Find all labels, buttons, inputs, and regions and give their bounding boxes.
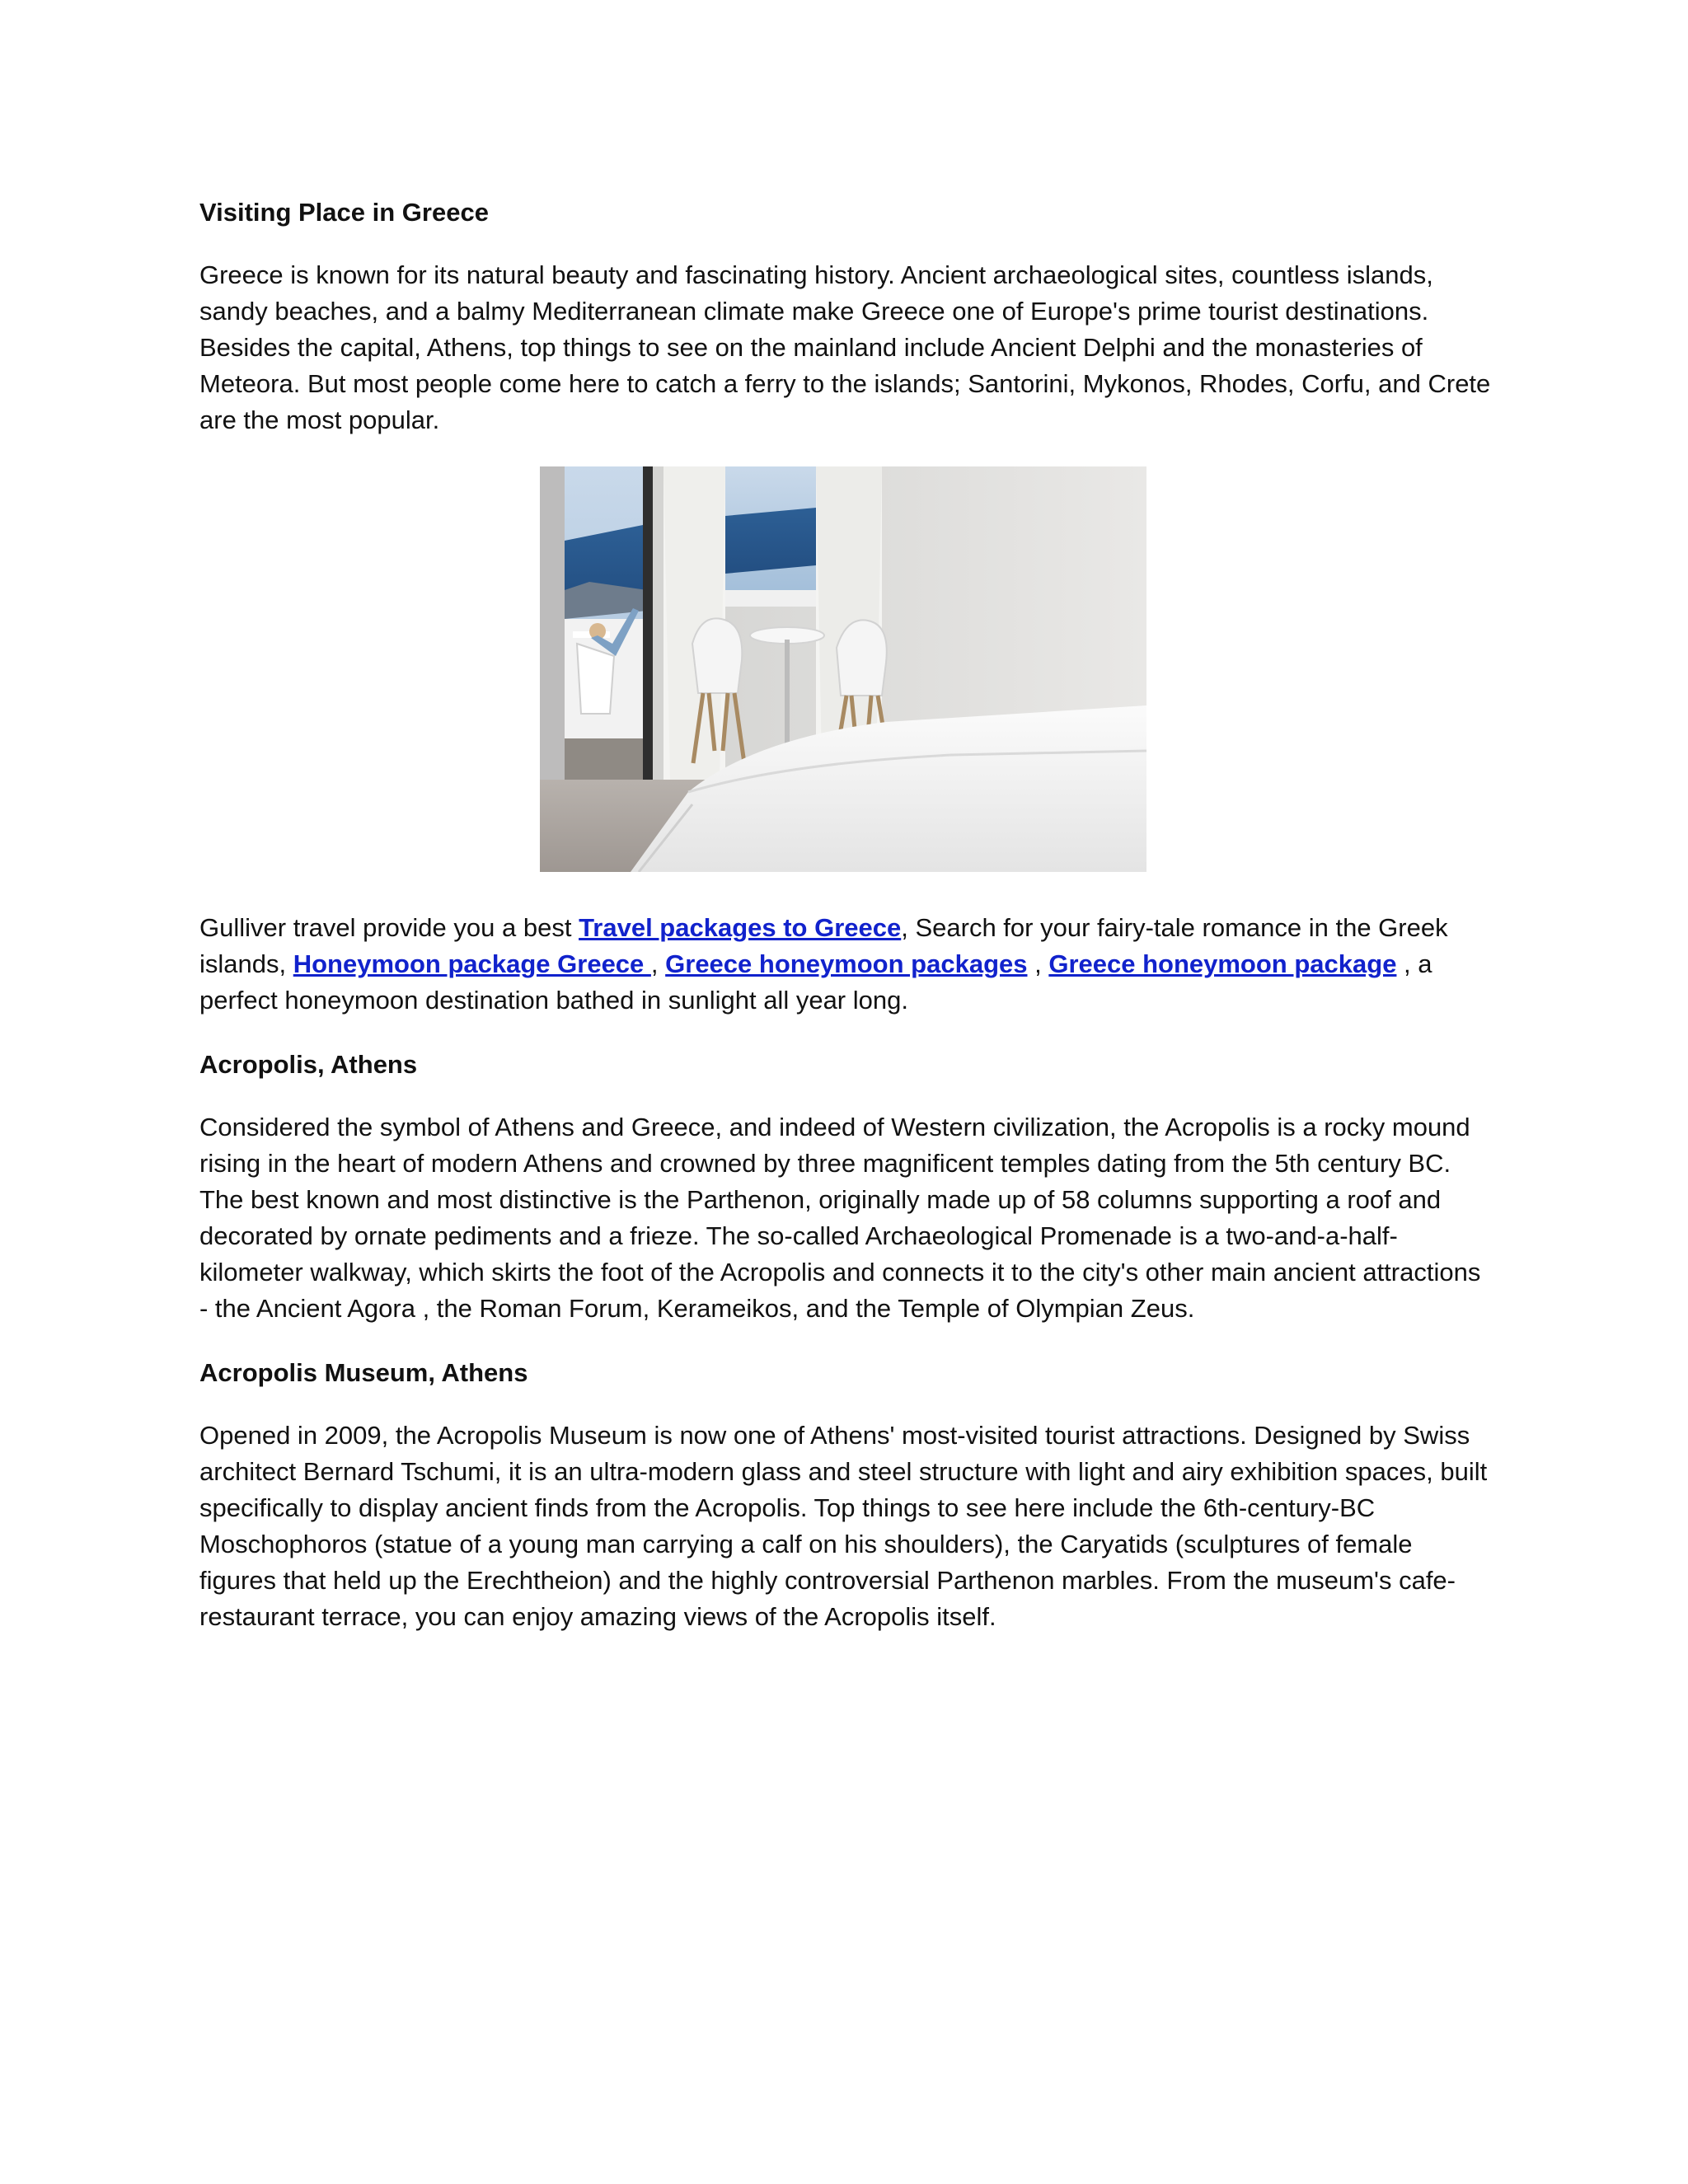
section-heading-acropolis: Acropolis, Athens: [199, 1050, 418, 1079]
promo-paragraph: [199, 910, 1493, 1019]
document-content: [199, 194, 1493, 1663]
section-body-acropolis: Considered the symbol of Athens and Greece, and indeed of Western civilization, the Acropolis is a rocky mound rising in the heart of modern Athens and crowned by three magnificent temples dating from the 5th century BC. The best known and most distinctive is the Parthenon, originally made up of 58 columns supporting a roof and decorated by ornate pediments and a frieze. The so-called Archaeological Promenade is a two-and-a-half-kilometer walkway, which skirts the foot of the Acropolis and connects it to the city's other main ancient attractions - the Ancient Agora , the Roman Forum, Kerameikos, and the Temple of Olympian Zeus.: [199, 1113, 1481, 1323]
promo-text-4: ,: [1027, 949, 1049, 978]
promo-text-3: ,: [650, 949, 666, 978]
travel-packages-link[interactable]: Travel packages to Greece: [579, 913, 902, 942]
page-title: Visiting Place in Greece: [199, 198, 489, 227]
intro-paragraph: Greece is known for its natural beauty and fascinating history. Ancient archaeological sites, countless islands, sandy beaches, and a balmy Mediterranean climate make Greece one of Europe's prime tourist destinations. Besides the capital, Athens, top things to see on the mainland include Ancient Delphi and the monasteries of Meteora. But most people come here to catch a ferry to the islands; Santorini, Mykonos, Rhodes, Corfu, and Crete are the most popular.: [199, 260, 1491, 434]
section-body-acropolis-museum: Opened in 2009, the Acropolis Museum is now one of Athens' most-visited tourist attractions. Designed by Swiss architect Bernard Tschumi, it is an ultra-modern glass and steel structure with light and airy exhibition spaces, built specifically to display ancient finds from the Acropolis. Top things to see here include the 6th-century-BC Moschophoros (statue of a young man carrying a calf on his shoulders), the Caryatids (sculptures of female figures that held up the Erechtheion) and the highly controversial Parthenon marbles. From the museum's cafe-restaurant terrace, you can enjoy amazing views of the Acropolis itself.: [199, 1421, 1488, 1631]
greece-honeymoon-packages-link[interactable]: Greece honeymoon packages: [665, 949, 1028, 978]
greece-honeymoon-package-link[interactable]: Greece honeymoon package: [1048, 949, 1397, 978]
section-heading-acropolis-museum: Acropolis Museum, Athens: [199, 1358, 528, 1387]
promo-text-5: , a perfect honeymoon destination bathed in sunlight all year long.: [199, 949, 1432, 1015]
honeymoon-package-greece-link[interactable]: Honeymoon package Greece: [293, 949, 651, 978]
hotel-room-photo: [540, 466, 1146, 872]
promo-text-1: Gulliver travel provide you a best: [199, 913, 579, 942]
promo-text-2: , Search for your fairy-tale romance in the Greek islands,: [199, 913, 1448, 978]
